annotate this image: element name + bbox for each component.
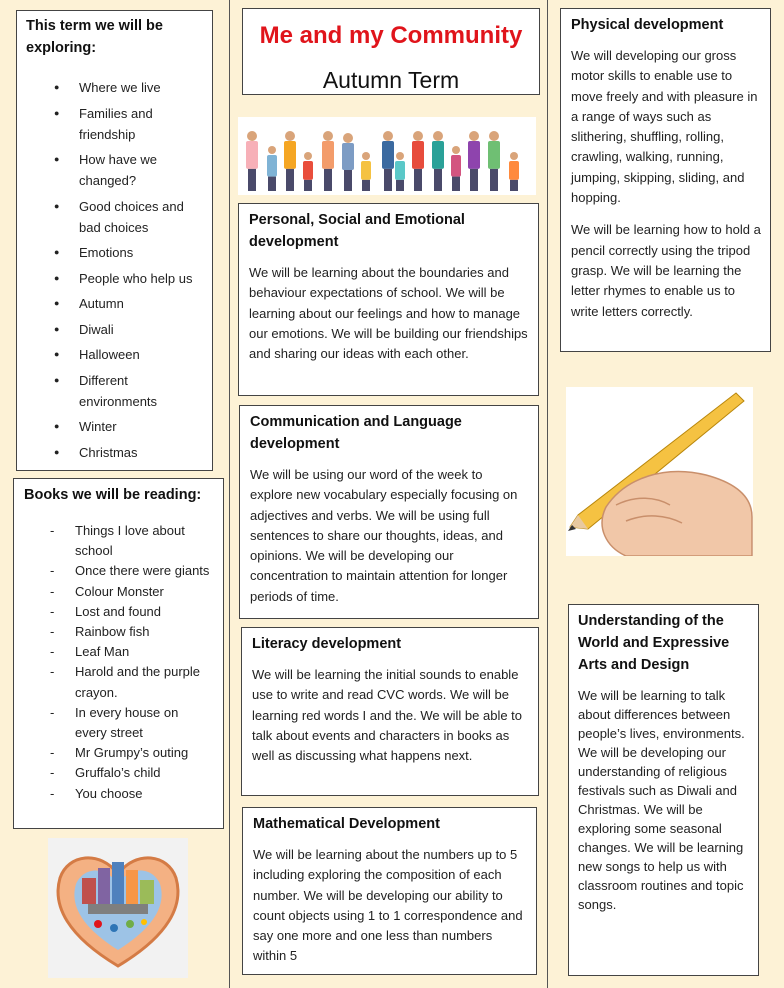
page-subtitle: Autumn Term	[322, 67, 460, 93]
physical-body-2: We will be learning how to hold a pencil correctly using the tripod grasp. We will be learning the letter rhymes to enable us to write letters correctly.	[571, 222, 761, 319]
exploring-box	[16, 10, 213, 471]
exploring-list	[17, 77, 204, 463]
list-item: ● Autumn	[17, 293, 204, 314]
books-list	[14, 521, 219, 804]
list-item: ● Halloween	[17, 344, 204, 365]
books-heading: Books we will be reading:	[24, 487, 202, 503]
cl-body: We will be using our word of the week to explore new vocabulary especially focusing on adjectives and verbs. We will be using full sentences to share our thoughts, ideas, and opinions. We will be developing our concentration to maintain attention for longer periods of time.	[250, 467, 518, 604]
cl-heading: Communication and Language development	[250, 414, 462, 452]
list-item: ● Christmas	[17, 442, 204, 463]
page-title: Me and my Community	[259, 22, 523, 49]
list-item: ● People who help us	[17, 268, 204, 289]
list-item: ● Families and friendship	[17, 103, 204, 145]
column-divider-left	[229, 0, 230, 988]
list-item: - Gruffalo’s child	[14, 763, 219, 783]
families-illustration	[238, 117, 536, 195]
uw-body: We will be learning to talk about differences between people’s lives, environments. We will be developing our understanding of religious festivals such as Diwali and Christmas. We will be exploring some seasonal changes. We will be learning new songs to help us with classroom routines and topic songs.	[578, 688, 745, 912]
exploring-heading: This term we will be exploring:	[26, 18, 163, 56]
title-box	[242, 8, 540, 95]
list-item: ● Good choices and bad choices	[17, 196, 204, 238]
list-item: - Things I love about school	[14, 521, 219, 561]
list-item: ● Different environments	[17, 370, 204, 412]
books-box	[13, 478, 224, 829]
list-item: - Rainbow fish	[14, 622, 219, 642]
list-item: - Leaf Man	[14, 642, 219, 662]
list-item: ● Diwali	[17, 319, 204, 340]
list-item: ● Emotions	[17, 242, 204, 263]
community-heart-image	[48, 838, 188, 978]
literacy-heading: Literacy development	[252, 636, 402, 652]
list-item: - Once there were giants	[14, 561, 219, 581]
list-item: ● How have we changed?	[17, 149, 204, 191]
math-body: We will be learning about the numbers up to 5 including exploring the composition of each number. We will be developing our ability to count objects using 1 to 1 correspondence and say one more and one less than numbers within 5	[253, 847, 523, 964]
list-item: - Colour Monster	[14, 582, 219, 602]
list-item: - Lost and found	[14, 602, 219, 622]
pse-heading: Personal, Social and Emotional development	[249, 212, 465, 250]
column-divider-right	[547, 0, 548, 988]
physical-heading: Physical development	[571, 17, 724, 33]
pse-body: We will be learning about the boundaries and behaviour expectations of school. We will be learning about our feelings and how to manage our emotions. We will be building our friendships and sharing our ideas with each other.	[249, 265, 528, 362]
list-item: - In every house on every street	[14, 703, 219, 743]
hand-pencil-image	[566, 387, 753, 556]
literacy-box	[241, 627, 539, 796]
pse-box	[238, 203, 539, 396]
uw-box	[568, 604, 759, 976]
uw-heading: Understanding of the World and Expressive Arts and Design	[578, 613, 730, 673]
math-heading: Mathematical Development	[253, 816, 440, 832]
physical-body-1: We will developing our gross motor skills to enable use to move freely and with pleasure in a range of ways such as slithering, shuffling, rolling, crawling, walking, running, jumping, skipping, sliding, and hopping.	[571, 48, 758, 206]
literacy-body: We will be learning the initial sounds to enable use to write and read CVC words. We will be learning red words I and the. We will be able to talk about events and characters in books as well as discussing what happens next.	[252, 667, 523, 764]
list-item: ● Where we live	[17, 77, 204, 98]
math-box	[242, 807, 537, 975]
physical-box	[560, 8, 771, 352]
list-item: - Harold and the purple crayon.	[14, 662, 219, 702]
list-item: - Mr Grumpy’s outing	[14, 743, 219, 763]
list-item: ● Winter	[17, 416, 204, 437]
cl-box	[239, 405, 539, 619]
list-item: - You choose	[14, 784, 219, 804]
